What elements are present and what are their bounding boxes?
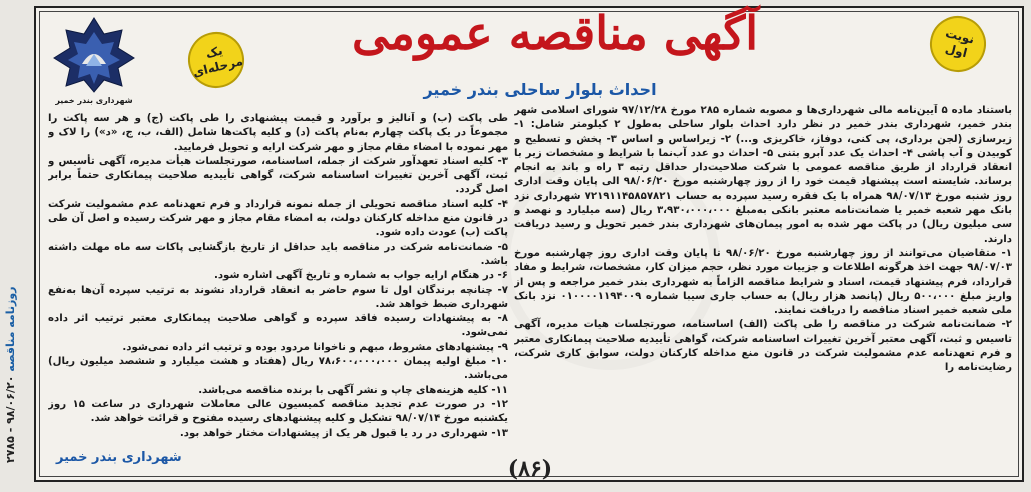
- municipality-logo: [48, 14, 140, 110]
- paragraph: ۱۱- کلیه هزینه‌های چاپ و نشر آگهی با برنده مناقصه می‌باشد.: [198, 384, 508, 396]
- paragraph: ۵- ضمانت‌نامه شرکت در مناقصه باید حداقل از تاریخ بازگشایی پاکات سه ماه مهلت داشته باشد.: [48, 241, 508, 267]
- municipality-emblem-icon: [48, 14, 140, 94]
- issuer-signature: شهرداری بندر خمیر: [56, 450, 182, 465]
- right-column: [514, 104, 1012, 446]
- paragraph: ۱۳- شهرداری در رد یا قبول هر یک از پیشنهادات مختار خواهد بود.: [179, 427, 508, 439]
- paragraph: ۴- کلیه اسناد مناقصه تحویلی از جمله نمونه قرارداد و فرم تعهدنامه عدم مشمولیت شرکت در قانون منع مداخله کارکنان دولت، به امضاء مقام مجاز و مهر شرکت رسیده و اصل آن طی پاکت (ب) عودت داده شود.: [48, 198, 508, 239]
- publication-name: روزنامه مناقصه: [4, 286, 17, 372]
- paragraph: ۹- پیشنهادهای مشروط، مبهم و ناخوانا مردود بوده و ترتیب اثر داده نمی‌شود.: [122, 341, 508, 353]
- issue-info: ۹۸/۰۶/۲۰ - ۲۷۸۵: [4, 375, 17, 464]
- paragraph: ۱۲- در صورت عدم تجدید مناقصه کمیسیون عالی معاملات شهرداری در ساعت ۱۵ روز یکشنبه مورخ ۹۸/۰۷/۱۴ تشکیل و کلیه پیشنهادهای رسیده مفتوح و قرائت خواهد شد.: [48, 398, 508, 425]
- paragraph: ۶- در هنگام ارایه جواب به شماره و تاریخ آگهی اشاره شود.: [213, 270, 508, 282]
- page-number: (۸۶): [507, 456, 553, 482]
- ad-title: آگهی مناقصه عمومی: [351, 6, 759, 60]
- paragraph: ۱- متقاضیان می‌توانند از روز چهارشنبه مورخ ۹۸/۰۶/۲۰ تا پایان وقت اداری روز چهارشنبه مورخ ۹۸/۰۷/۰۳ جهت اخذ هرگونه اطلاعات و جزییات مورد نظر، حجم میزان کار، مشخصات، شرایط و مفاد قرارداد، فرم پیشنهاد قیمت، اسناد و شرایط مناقصه الزاماً به شهرداری بندر خمیر مراجعه و پس از واریز مبلغ ۵۰۰،۰۰۰ ریال (پانصد هزار ریال) به حساب جاری سیبا شماره ۰۱۰۰۰۰۱۱۹۴۰۰۹ نزد بانک ملی شعبه خمیر اسناد مناقصه را دریافت نمایند.: [514, 247, 1012, 317]
- paragraph: ۲- ضمانت‌نامه شرکت در مناقصه را طی پاکت (الف) اساسنامه، صورتجلسات هیات مدیره، آگهی تاسیس و ثبت، آگهی معتبر آخرین تغییرات اساسنامه شرکت، گواهی تأییدیه صلاحیت پیمانکاری معتبر و فرم تعهدنامه عدم مشمولیت شرکت در قانون منع مداخله کارکنان دولت، سوابق کاری شرکت، رضایت‌نامه را: [514, 319, 1012, 374]
- left-column: [48, 112, 508, 446]
- paragraph: باستناد ماده ۵ آیین‌نامه مالی شهرداری‌ها و مصوبه شماره ۲۸۵ مورخ ۹۷/۱۲/۲۸ شورای اسلامی شهر بندر خمیر، شهرداری بندر خمیر در نظر دارد احداث بلوار ساحلی به‌طول ۲ کیلومتر شامل: ۱- زیرسازی (لجن برداری، پی کنی، دوفاز، خاکریزی و...) ۲- زیراساس و اساس ۳- پخش و تسطیح و کوبیدن و آب پاشی ۴- احداث یک عدد آبرو بتنی ۵- احداث دو عدد آب‌نما با شرایط و مشخصات زیر با انعقاد قرارداد از طریق مناقصه عمومی با شرکت صلاحیت‌دار حداقل رتبه ۳ راه و باند به انجام برساند. شایسته است پیشنهاد قیمت خود را از روز چهارشنبه مورخ ۹۸/۰۶/۲۰ الی پایان وقت اداری روز شنبه مورخ ۹۸/۰۷/۱۳ همراه با یک فقره رسید سپرده به حساب ۷۲۱۹۱۱۴۵۸۵۷۸۲۱ شهرداری نزد بانک مهر شعبه خمیر یا ضمانت‌نامه معتبر بانکی به‌مبلغ ۳،۹۳۰،۰۰۰،۰۰۰ ریال (سه میلیارد و نهصد و سی میلیون ریال) در پاکت مهر شده به امور پیمان‌های شهرداری بندر خمیر تحویل و رسید دریافت دارند.: [514, 105, 1012, 245]
- paragraph: ۸- به پیشنهادات رسیده فاقد سپرده و گواهی صلاحیت پیمانکاری معتبر ترتیب اثر داده نمی‌شود.: [48, 313, 508, 339]
- paragraph: ۱۰- مبلغ اولیه پیمان ۷۸،۶۰۰،۰۰۰،۰۰۰ ریال (هفتاد و هشت میلیارد و ششصد میلیون ریال) می‌باشد.: [48, 356, 508, 382]
- paragraph: طی پاکت (ب) و آنالیز و برآورد و قیمت پیشنهادی را طی پاکت (ج) و هر سه پاکت را مجموعاً در یک پاکت چهارم به‌نام پاکت (د) و کلیه پاکت‌ها شامل (الف، ب، ج، «د») را لاک و مهر نموده با امضاء مقام مجاز و مهر شرکت ارایه و تحویل فرمایید.: [48, 113, 508, 153]
- side-caption: [4, 270, 30, 480]
- single-stage-text: یک مرحله‌ای: [191, 43, 245, 80]
- first-publication-text: نوبت اول: [943, 25, 976, 61]
- logo-caption: شهرداری بندر خمیر: [55, 96, 133, 105]
- ad-subtitle: احداث بلوار ساحلی بندر خمیر: [423, 80, 657, 99]
- paragraph: ۷- چنانچه برندگان اول تا سوم حاضر به انعقاد قرارداد نشوند به ترتیب سپرده آن‌ها به‌نفع شهرداری ضبط خواهد شد.: [48, 284, 508, 310]
- paragraph: ۳- کلیه اسناد تعهدآور شرکت از جمله، اساسنامه، صورتجلسات هیأت مدیره، آگهی تأسیس و ثبت، آگهی آخرین تغییرات اساسنامه شرکت، گواهی تأییدیه صلاحیت پیمانکاری حتماً برابر اصل گردد.: [48, 155, 508, 196]
